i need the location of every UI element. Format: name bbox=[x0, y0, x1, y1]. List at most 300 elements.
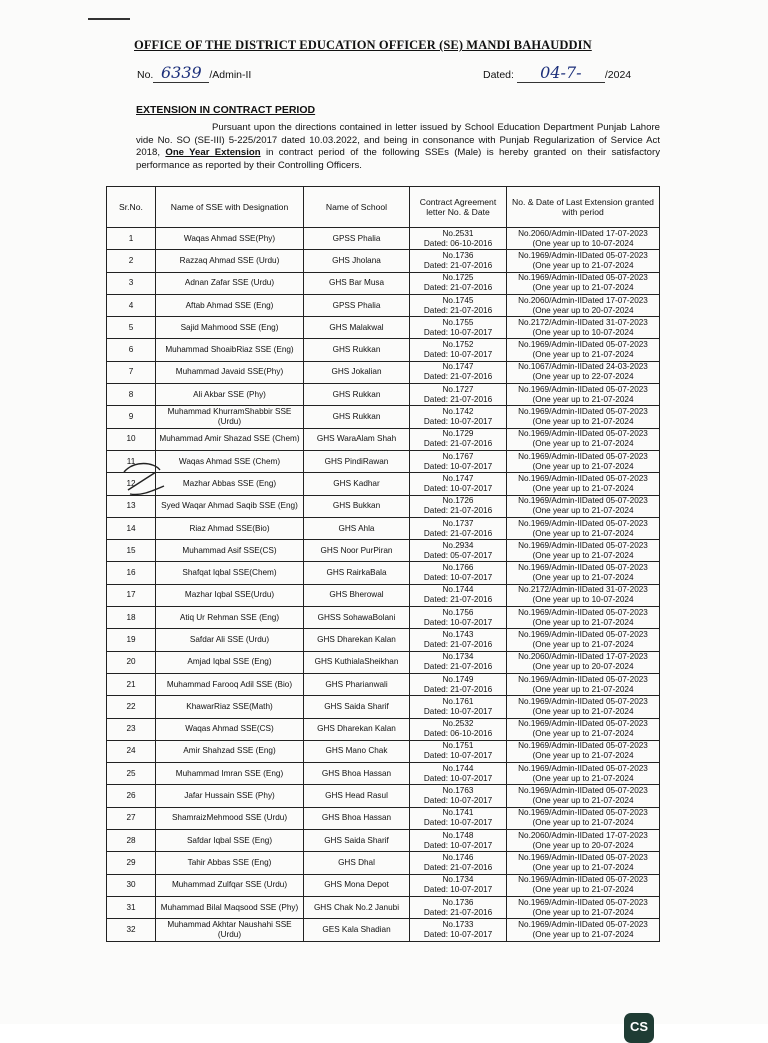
cell-extension bbox=[507, 852, 660, 874]
table-row bbox=[107, 718, 660, 740]
cell-extension bbox=[507, 718, 660, 740]
cell-contract bbox=[410, 696, 507, 718]
cell-srno: 25 bbox=[107, 763, 156, 785]
cell-name: Syed Waqar Ahmad Saqib SSE (Eng) bbox=[156, 495, 304, 517]
cell-contract bbox=[410, 718, 507, 740]
cell-srno: 6 bbox=[107, 339, 156, 361]
cell-school: GHS Pharianwali bbox=[304, 673, 410, 695]
cell-srno: 5 bbox=[107, 317, 156, 339]
cell-extension bbox=[507, 807, 660, 829]
cell-name: KhawarRiaz SSE(Math) bbox=[156, 696, 304, 718]
cell-name: Safdar Ali SSE (Urdu) bbox=[156, 629, 304, 651]
contract-date: Dated: 21-07-2016 bbox=[423, 907, 493, 917]
body-paragraph: Pursuant upon the directions contained in letter issued by School Education Department Punjab Lahore vide No. SO (SE-III) 5-225/2017 dated 10.03.2022, and being in consonance with Punjab Regularization of Service Act 2018, One Year Extension in contract period of the following SSEs (Male) is hereby granted on their satisfactory performance as reported by their Controlling Officers. bbox=[136, 122, 661, 171]
contract-no: No.1767 bbox=[442, 451, 474, 461]
cell-school: GES Kala Shadian bbox=[304, 919, 410, 941]
contract-no: No.1756 bbox=[442, 607, 474, 617]
cell-srno: 20 bbox=[107, 651, 156, 673]
extension-period: (One year up to 21-07-2024 bbox=[532, 439, 634, 449]
cell-school: GHS Mona Depot bbox=[304, 874, 410, 896]
extension-no: No.1969/Admin-IIDated 05-07-2023 bbox=[518, 741, 648, 751]
extension-period: (One year up to 21-07-2024 bbox=[532, 417, 634, 427]
cell-srno: 18 bbox=[107, 607, 156, 629]
cell-contract bbox=[410, 406, 507, 428]
cell-name: Waqas Ahmad SSE(CS) bbox=[156, 718, 304, 740]
cell-extension bbox=[507, 740, 660, 762]
table-row bbox=[107, 785, 660, 807]
cell-school: GHS Bherowal bbox=[304, 584, 410, 606]
cell-extension bbox=[507, 874, 660, 896]
cell-extension bbox=[507, 317, 660, 339]
header-contract: Contract Agreement letter No. & Date bbox=[410, 187, 507, 228]
cell-school: GHS Rukkan bbox=[304, 339, 410, 361]
table-row bbox=[107, 651, 660, 673]
table-row bbox=[107, 673, 660, 695]
contract-date: Dated: 21-07-2016 bbox=[423, 394, 493, 404]
cell-name: Ali Akbar SSE (Phy) bbox=[156, 384, 304, 406]
cell-srno: 31 bbox=[107, 896, 156, 918]
bold-phrase: One Year Extension bbox=[165, 147, 261, 158]
cell-name: Sajid Mahmood SSE (Eng) bbox=[156, 317, 304, 339]
header-school: Name of School bbox=[304, 187, 410, 228]
header-name: Name of SSE with Designation bbox=[156, 187, 304, 228]
extension-period: (One year up to 21-07-2024 bbox=[532, 684, 634, 694]
cell-extension bbox=[507, 495, 660, 517]
contract-date: Dated: 21-07-2016 bbox=[423, 305, 493, 315]
table-row bbox=[107, 807, 660, 829]
extension-no: No.1969/Admin-IIDated 05-07-2023 bbox=[518, 607, 648, 617]
extension-no: No.1969/Admin-IIDated 05-07-2023 bbox=[518, 919, 648, 929]
cell-extension bbox=[507, 896, 660, 918]
contract-date: Dated: 10-07-2017 bbox=[423, 417, 493, 427]
table-row bbox=[107, 473, 660, 495]
cell-srno: 15 bbox=[107, 540, 156, 562]
extension-no: No.1969/Admin-IIDated 05-07-2023 bbox=[518, 563, 648, 573]
extension-no: No.1969/Admin-IIDated 05-07-2023 bbox=[518, 340, 648, 350]
cell-srno: 19 bbox=[107, 629, 156, 651]
table-row bbox=[107, 740, 660, 762]
cell-school: GHS KuthialaSheikhan bbox=[304, 651, 410, 673]
cell-srno: 28 bbox=[107, 830, 156, 852]
cell-contract bbox=[410, 896, 507, 918]
contract-date: Dated: 21-07-2016 bbox=[423, 506, 493, 516]
extension-period: (One year up to 20-07-2024 bbox=[532, 305, 634, 315]
table-row bbox=[107, 896, 660, 918]
contract-no: No.2532 bbox=[442, 719, 474, 729]
contract-date: Dated: 10-07-2017 bbox=[423, 461, 493, 471]
extension-no: No.1969/Admin-IIDated 05-07-2023 bbox=[518, 540, 648, 550]
cell-srno: 4 bbox=[107, 294, 156, 316]
cell-name: Safdar Iqbal SSE (Eng) bbox=[156, 830, 304, 852]
extension-period: (One year up to 21-07-2024 bbox=[532, 394, 634, 404]
office-title: OFFICE OF THE DISTRICT EDUCATION OFFICER (SE) MANDI BAHAUDDIN bbox=[134, 38, 592, 52]
cell-name: Muhammad Javaid SSE(Phy) bbox=[156, 361, 304, 383]
cell-school: GHS Dharekan Kalan bbox=[304, 718, 410, 740]
contract-date: Dated: 21-07-2016 bbox=[423, 639, 493, 649]
contract-date: Dated: 10-07-2017 bbox=[423, 617, 493, 627]
contract-date: Dated: 10-07-2017 bbox=[423, 885, 493, 895]
cell-school: GHS Jholana bbox=[304, 250, 410, 272]
cell-school: GPSS Phalia bbox=[304, 228, 410, 250]
extension-no: No.1969/Admin-IIDated 05-07-2023 bbox=[518, 407, 648, 417]
cell-name: Muhammad Farooq Adil SSE (Bio) bbox=[156, 673, 304, 695]
cell-school: GHS WaraAlam Shah bbox=[304, 428, 410, 450]
contract-no: No.1751 bbox=[442, 741, 474, 751]
cell-name: Shafqat Iqbal SSE(Chem) bbox=[156, 562, 304, 584]
extension-no: No.1969/Admin-IIDated 05-07-2023 bbox=[518, 875, 648, 885]
cell-extension bbox=[507, 450, 660, 472]
contract-no: No.1734 bbox=[442, 875, 474, 885]
contract-date: Dated: 21-07-2016 bbox=[423, 684, 493, 694]
cell-srno: 11 bbox=[107, 450, 156, 472]
cell-name: Aftab Ahmad SSE (Eng) bbox=[156, 294, 304, 316]
contract-date: Dated: 10-07-2017 bbox=[423, 929, 493, 939]
cell-extension bbox=[507, 919, 660, 941]
extension-period: (One year up to 20-07-2024 bbox=[532, 840, 634, 850]
cell-contract bbox=[410, 763, 507, 785]
cell-contract bbox=[410, 651, 507, 673]
cell-name: Mazhar Abbas SSE (Eng) bbox=[156, 473, 304, 495]
extension-no: No.1969/Admin-IIDated 05-07-2023 bbox=[518, 629, 648, 639]
cell-contract bbox=[410, 852, 507, 874]
extension-period: (One year up to 20-07-2024 bbox=[532, 662, 634, 672]
contract-date: Dated: 10-07-2017 bbox=[423, 818, 493, 828]
contract-date: Dated: 10-07-2017 bbox=[423, 751, 493, 761]
contract-no: No.1766 bbox=[442, 563, 474, 573]
cell-contract bbox=[410, 228, 507, 250]
cell-school: GHS Rukkan bbox=[304, 384, 410, 406]
contract-no: No.1755 bbox=[442, 317, 474, 327]
cell-srno: 30 bbox=[107, 874, 156, 896]
extension-period: (One year up to 21-07-2024 bbox=[532, 350, 634, 360]
extension-period: (One year up to 21-07-2024 bbox=[532, 639, 634, 649]
extension-no: No.2060/Admin-IIDated 17-07-2023 bbox=[518, 228, 648, 238]
contract-date: Dated: 10-07-2017 bbox=[423, 840, 493, 850]
cell-school: GHS PindiRawan bbox=[304, 450, 410, 472]
extension-no: No.1969/Admin-IIDated 05-07-2023 bbox=[518, 786, 648, 796]
cell-school: GHSS SohawaBolani bbox=[304, 607, 410, 629]
cell-name: Riaz Ahmad SSE(Bio) bbox=[156, 517, 304, 539]
extension-period: (One year up to 21-07-2024 bbox=[532, 483, 634, 493]
extension-no: No.1067/Admin-IIDated 24-03-2023 bbox=[518, 362, 648, 372]
cell-extension bbox=[507, 272, 660, 294]
cell-srno: 2 bbox=[107, 250, 156, 272]
handwritten-date: 04-7- bbox=[517, 63, 605, 83]
cell-contract bbox=[410, 361, 507, 383]
cell-name: Muhammad Imran SSE (Eng) bbox=[156, 763, 304, 785]
cell-school: GHS Malakwal bbox=[304, 317, 410, 339]
contract-no: No.1737 bbox=[442, 518, 474, 528]
cell-srno: 21 bbox=[107, 673, 156, 695]
contract-no: No.1745 bbox=[442, 295, 474, 305]
cell-extension bbox=[507, 584, 660, 606]
contract-date: Dated: 10-07-2017 bbox=[423, 483, 493, 493]
extension-no: No.1969/Admin-IIDated 05-07-2023 bbox=[518, 429, 648, 439]
extension-no: No.1969/Admin-IIDated 05-07-2023 bbox=[518, 719, 648, 729]
contract-no: No.1746 bbox=[442, 852, 474, 862]
cell-name: Muhammad Bilal Maqsood SSE (Phy) bbox=[156, 896, 304, 918]
contract-no: No.1734 bbox=[442, 652, 474, 662]
cell-school: GHS Bhoa Hassan bbox=[304, 807, 410, 829]
extension-no: No.2060/Admin-IIDated 17-07-2023 bbox=[518, 295, 648, 305]
cell-contract bbox=[410, 450, 507, 472]
cell-extension bbox=[507, 696, 660, 718]
extension-period: (One year up to 21-07-2024 bbox=[532, 862, 634, 872]
pen-mark bbox=[88, 18, 130, 20]
contract-date: Dated: 21-07-2016 bbox=[423, 595, 493, 605]
extension-period: (One year up to 21-07-2024 bbox=[532, 751, 634, 761]
extension-period: (One year up to 21-07-2024 bbox=[532, 729, 634, 739]
contract-date: Dated: 21-07-2016 bbox=[423, 260, 493, 270]
contract-date: Dated: 05-07-2017 bbox=[423, 550, 493, 560]
cell-name: Muhammad KhurramShabbir SSE (Urdu) bbox=[156, 406, 304, 428]
cell-contract bbox=[410, 339, 507, 361]
cell-srno: 23 bbox=[107, 718, 156, 740]
extension-no: No.1969/Admin-IIDated 05-07-2023 bbox=[518, 496, 648, 506]
contract-no: No.1742 bbox=[442, 407, 474, 417]
cell-srno: 10 bbox=[107, 428, 156, 450]
extension-no: No.1969/Admin-IIDated 05-07-2023 bbox=[518, 696, 648, 706]
cell-extension bbox=[507, 517, 660, 539]
contract-no: No.1727 bbox=[442, 384, 474, 394]
cell-srno: 26 bbox=[107, 785, 156, 807]
cell-name: Amjad Iqbal SSE (Eng) bbox=[156, 651, 304, 673]
cell-srno: 13 bbox=[107, 495, 156, 517]
contract-no: No.1747 bbox=[442, 473, 474, 483]
contract-date: Dated: 21-07-2016 bbox=[423, 283, 493, 293]
extension-no: No.2060/Admin-IIDated 17-07-2023 bbox=[518, 830, 648, 840]
cell-contract bbox=[410, 874, 507, 896]
cell-extension bbox=[507, 673, 660, 695]
extension-period: (One year up to 21-07-2024 bbox=[532, 461, 634, 471]
cell-contract bbox=[410, 830, 507, 852]
cell-school: GHS Mano Chak bbox=[304, 740, 410, 762]
extension-period: (One year up to 21-07-2024 bbox=[532, 818, 634, 828]
handwritten-tick-mark bbox=[120, 456, 180, 498]
extension-no: No.1969/Admin-IIDated 05-07-2023 bbox=[518, 384, 648, 394]
cell-school: GHS Chak No.2 Janubi bbox=[304, 896, 410, 918]
cell-extension bbox=[507, 562, 660, 584]
table-row bbox=[107, 696, 660, 718]
contract-no: No.1744 bbox=[442, 763, 474, 773]
extension-period: (One year up to 21-07-2024 bbox=[532, 929, 634, 939]
cell-school: GHS Head Rasul bbox=[304, 785, 410, 807]
extension-period: (One year up to 21-07-2024 bbox=[532, 573, 634, 583]
contract-date: Dated: 06-10-2016 bbox=[423, 729, 493, 739]
contract-date: Dated: 10-07-2017 bbox=[423, 327, 493, 337]
extension-period: (One year up to 21-07-2024 bbox=[532, 617, 634, 627]
cell-extension bbox=[507, 651, 660, 673]
contract-no: No.1744 bbox=[442, 585, 474, 595]
contract-no: No.1725 bbox=[442, 273, 474, 283]
table-row bbox=[107, 540, 660, 562]
contract-no: No.1736 bbox=[442, 250, 474, 260]
table-row bbox=[107, 919, 660, 941]
cell-school: GHS Dharekan Kalan bbox=[304, 629, 410, 651]
cell-srno: 14 bbox=[107, 517, 156, 539]
extension-no: No.1969/Admin-IIDated 05-07-2023 bbox=[518, 852, 648, 862]
table-row bbox=[107, 384, 660, 406]
contract-date: Dated: 21-07-2016 bbox=[423, 862, 493, 872]
contract-date: Dated: 10-07-2017 bbox=[423, 796, 493, 806]
extension-period: (One year up to 21-07-2024 bbox=[532, 773, 634, 783]
extension-period: (One year up to 21-07-2024 bbox=[532, 506, 634, 516]
contract-no: No.1761 bbox=[442, 696, 474, 706]
contract-date: Dated: 21-07-2016 bbox=[423, 439, 493, 449]
table-row bbox=[107, 629, 660, 651]
table-row bbox=[107, 830, 660, 852]
extension-period: (One year up to 10-07-2024 bbox=[532, 238, 634, 248]
extension-period: (One year up to 21-07-2024 bbox=[532, 907, 634, 917]
cell-extension bbox=[507, 607, 660, 629]
cell-school: GHS Jokalian bbox=[304, 361, 410, 383]
cell-srno: 32 bbox=[107, 919, 156, 941]
cell-contract bbox=[410, 607, 507, 629]
cell-name: Atiq Ur Rehman SSE (Eng) bbox=[156, 607, 304, 629]
cell-school: GHS Kadhar bbox=[304, 473, 410, 495]
table-row bbox=[107, 294, 660, 316]
cell-srno: 8 bbox=[107, 384, 156, 406]
cell-school: GHS RairkaBala bbox=[304, 562, 410, 584]
extension-no: No.2060/Admin-IIDated 17-07-2023 bbox=[518, 652, 648, 662]
contract-no: No.1741 bbox=[442, 808, 474, 818]
cell-extension bbox=[507, 830, 660, 852]
cell-contract bbox=[410, 517, 507, 539]
header-srno: Sr.No. bbox=[107, 187, 156, 228]
cell-contract bbox=[410, 540, 507, 562]
cell-school: GHS Dhal bbox=[304, 852, 410, 874]
cell-contract bbox=[410, 629, 507, 651]
cell-school: GPSS Phalia bbox=[304, 294, 410, 316]
extension-no: No.1969/Admin-IIDated 05-07-2023 bbox=[518, 273, 648, 283]
contract-date: Dated: 21-07-2016 bbox=[423, 662, 493, 672]
cell-name: Muhammad ShoaibRiaz SSE (Eng) bbox=[156, 339, 304, 361]
cell-contract bbox=[410, 584, 507, 606]
cell-contract bbox=[410, 384, 507, 406]
cell-name: Muhammad Amir Shazad SSE (Chem) bbox=[156, 428, 304, 450]
camscanner-logo: CS bbox=[624, 1013, 654, 1043]
extension-period: (One year up to 21-07-2024 bbox=[532, 796, 634, 806]
cell-contract bbox=[410, 473, 507, 495]
contract-no: No.1752 bbox=[442, 340, 474, 350]
header-extension: No. & Date of Last Extension granted with period bbox=[507, 187, 660, 228]
extension-no: No.1969/Admin-IIDated 05-07-2023 bbox=[518, 808, 648, 818]
cell-extension bbox=[507, 339, 660, 361]
contract-no: No.1743 bbox=[442, 629, 474, 639]
cell-name: Razzaq Ahmad SSE (Urdu) bbox=[156, 250, 304, 272]
table-row bbox=[107, 361, 660, 383]
extension-period: (One year up to 21-07-2024 bbox=[532, 885, 634, 895]
cell-contract bbox=[410, 562, 507, 584]
cell-school: GHS Rukkan bbox=[304, 406, 410, 428]
cell-srno: 1 bbox=[107, 228, 156, 250]
contract-no: No.1749 bbox=[442, 674, 474, 684]
extension-no: No.1969/Admin-IIDated 05-07-2023 bbox=[518, 674, 648, 684]
contract-date: Dated: 10-07-2017 bbox=[423, 573, 493, 583]
subject-heading: EXTENSION IN CONTRACT PERIOD bbox=[136, 104, 316, 116]
cell-srno: 9 bbox=[107, 406, 156, 428]
cell-contract bbox=[410, 428, 507, 450]
extension-table bbox=[106, 186, 660, 942]
cell-contract bbox=[410, 272, 507, 294]
table-row bbox=[107, 495, 660, 517]
table-row bbox=[107, 852, 660, 874]
table-row bbox=[107, 250, 660, 272]
cell-school: GHS Bukkan bbox=[304, 495, 410, 517]
extension-no: No.2172/Admin-IIDated 31-07-2023 bbox=[518, 585, 648, 595]
cell-name: Jafar Hussain SSE (Phy) bbox=[156, 785, 304, 807]
contract-no: No.1726 bbox=[442, 496, 474, 506]
cell-school: GHS Saida Sharif bbox=[304, 696, 410, 718]
extension-period: (One year up to 21-07-2024 bbox=[532, 550, 634, 560]
extension-period: (One year up to 21-07-2024 bbox=[532, 260, 634, 270]
contract-date: Dated: 10-07-2017 bbox=[423, 706, 493, 716]
cell-name: Waqas Ahmad SSE(Phy) bbox=[156, 228, 304, 250]
contract-no: No.1747 bbox=[442, 362, 474, 372]
cell-name: Muhammad Asif SSE(CS) bbox=[156, 540, 304, 562]
table-row bbox=[107, 763, 660, 785]
cell-contract bbox=[410, 250, 507, 272]
cell-extension bbox=[507, 228, 660, 250]
cell-contract bbox=[410, 919, 507, 941]
table-row bbox=[107, 517, 660, 539]
extension-period: (One year up to 22-07-2024 bbox=[532, 372, 634, 382]
contract-no: No.1733 bbox=[442, 919, 474, 929]
cell-name: ShamraizMehmood SSE (Urdu) bbox=[156, 807, 304, 829]
contract-date: Dated: 21-07-2016 bbox=[423, 372, 493, 382]
contract-no: No.1748 bbox=[442, 830, 474, 840]
cell-srno: 29 bbox=[107, 852, 156, 874]
cell-school: GHS Bar Musa bbox=[304, 272, 410, 294]
cell-extension bbox=[507, 629, 660, 651]
cell-name: Muhammad Akhtar Naushahi SSE (Urdu) bbox=[156, 919, 304, 941]
contract-date: Dated: 10-07-2017 bbox=[423, 773, 493, 783]
table-row bbox=[107, 406, 660, 428]
table-row bbox=[107, 562, 660, 584]
table-row bbox=[107, 317, 660, 339]
table-row bbox=[107, 272, 660, 294]
reference-line bbox=[137, 63, 637, 81]
extension-period: (One year up to 21-07-2024 bbox=[532, 283, 634, 293]
extension-period: (One year up to 21-07-2024 bbox=[532, 706, 634, 716]
handwritten-letter-no: 6339 bbox=[153, 63, 209, 83]
table-row bbox=[107, 228, 660, 250]
contract-no: No.2531 bbox=[442, 228, 474, 238]
extension-no: No.1969/Admin-IIDated 05-07-2023 bbox=[518, 451, 648, 461]
cell-srno: 7 bbox=[107, 361, 156, 383]
cell-extension bbox=[507, 384, 660, 406]
contract-date: Dated: 10-07-2017 bbox=[423, 350, 493, 360]
cell-name: Amir Shahzad SSE (Eng) bbox=[156, 740, 304, 762]
cell-school: GHS Bhoa Hassan bbox=[304, 763, 410, 785]
cell-srno: 12 bbox=[107, 473, 156, 495]
extension-period: (One year up to 10-07-2024 bbox=[532, 595, 634, 605]
cell-name: Adnan Zafar SSE (Urdu) bbox=[156, 272, 304, 294]
cell-contract bbox=[410, 317, 507, 339]
cell-extension bbox=[507, 428, 660, 450]
contract-date: Dated: 21-07-2016 bbox=[423, 528, 493, 538]
cell-name: Muhammad Zulfqar SSE (Urdu) bbox=[156, 874, 304, 896]
cell-extension bbox=[507, 294, 660, 316]
cell-extension bbox=[507, 763, 660, 785]
extension-no: No.1969/Admin-IIDated 05-07-2023 bbox=[518, 897, 648, 907]
extension-no: No.1969/Admin-IIDated 05-07-2023 bbox=[518, 250, 648, 260]
extension-no: No.1969/Admin-IIDated 05-07-2023 bbox=[518, 473, 648, 483]
extension-period: (One year up to 10-07-2024 bbox=[532, 327, 634, 337]
cell-extension bbox=[507, 406, 660, 428]
cell-extension bbox=[507, 540, 660, 562]
cell-school: GHS Noor PurPiran bbox=[304, 540, 410, 562]
